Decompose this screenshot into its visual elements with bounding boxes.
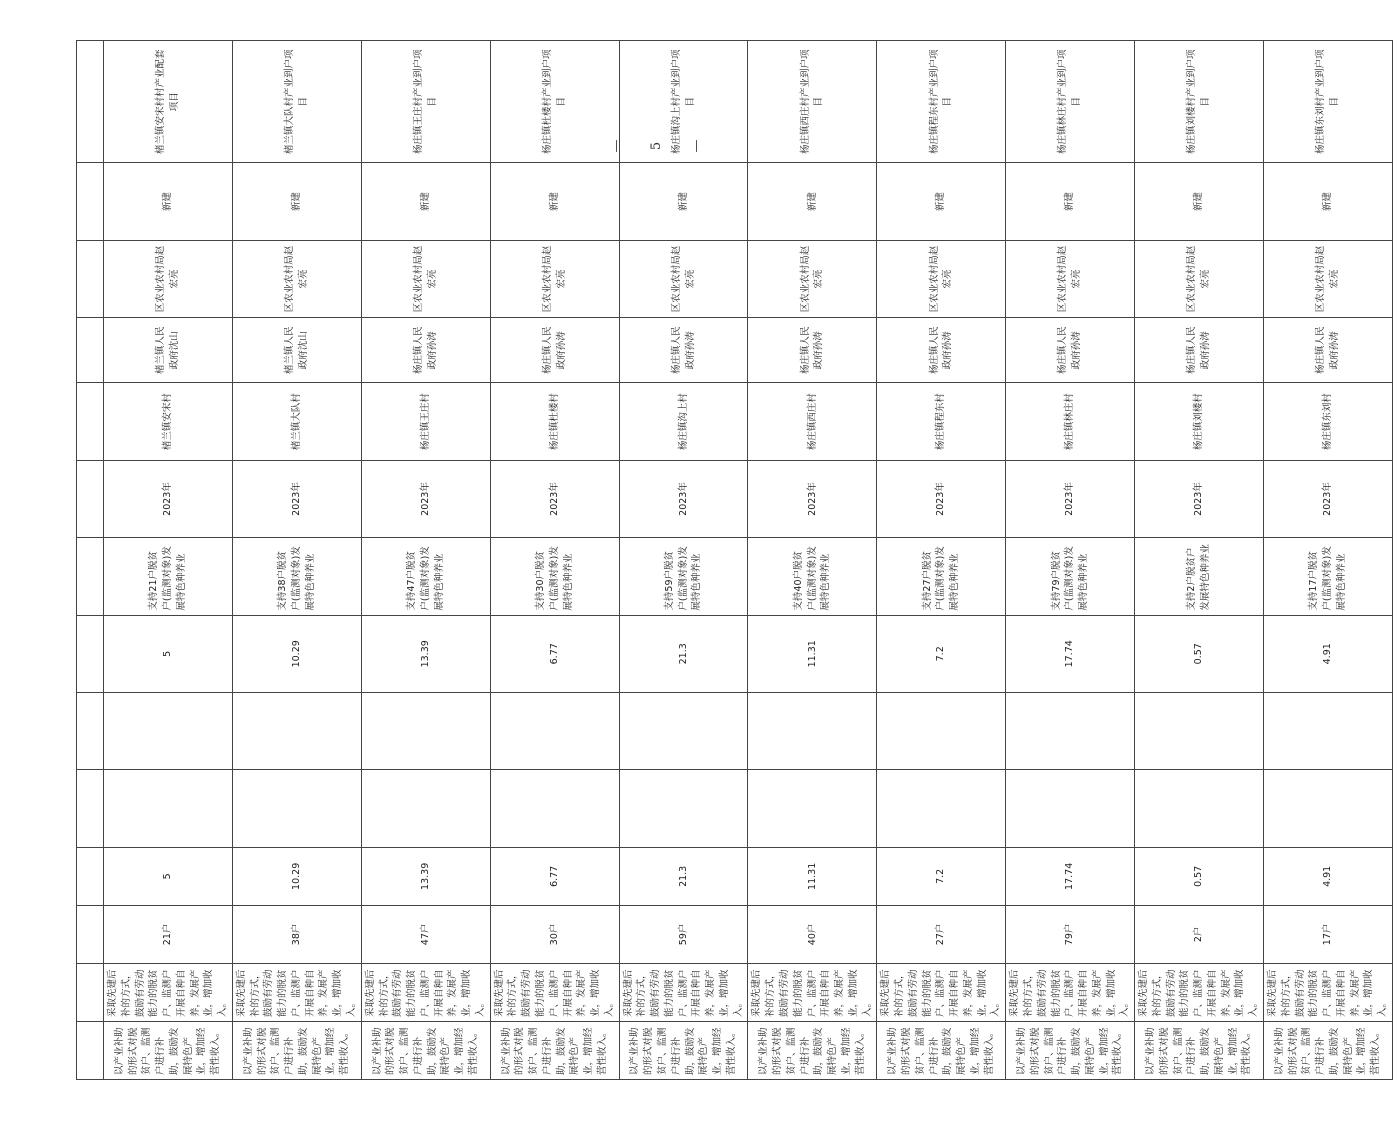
cell-total: 7.2 [877,615,1006,692]
cell-type: 新建 [748,163,877,240]
table-row [232,41,361,1080]
cell-goal: 以产业补助的形式对脱贫户、监测户进行补助，鼓励发展特色产业，增加经营性收入。 [1264,1021,1393,1079]
cell-name: 杨庄镇西庄村产业到户项目 [748,41,877,163]
cell-type: 新建 [104,163,233,240]
cell-mechanism: 采取先建后补的方式，鼓励有劳动能力的脱贫户、监测户开展自种自养，发展产业，增加收入。 [361,963,490,1021]
cell-type: 新建 [1006,163,1135,240]
cell-goal: 以产业补助的形式对脱贫户、监测户进行补助，鼓励发展特色产业，增加经营性收入。 [490,1021,619,1079]
table-row [1006,41,1135,1080]
cell-goal: 以产业补助的形式对脱贫户、监测户进行补助，鼓励发展特色产业，增加经营性收入。 [748,1021,877,1079]
table-cell-empty [619,770,748,847]
cell-year: 2023年 [1135,460,1264,537]
table-cell-empty [232,693,361,770]
cell-type: 新建 [361,163,490,240]
cell-content: 支持17户脱贫户(监测对象)发展特色种养业 [1264,538,1393,615]
cell-content: 支持2户脱贫户发展特色种养业 [1135,538,1264,615]
cell-name: 杨庄镇杜楼村产业到户项目 [490,41,619,163]
cell-goal: 以产业补助的形式对脱贫户、监测户进行补助，鼓励发展特色产业，增加经营性收入。 [361,1021,490,1079]
table-cell [77,41,104,163]
table-cell-empty [1135,693,1264,770]
cell-unit: 杨庄镇人民政府孙涛 [1135,318,1264,383]
cell-year: 2023年 [232,460,361,537]
cell-fund: 13.39 [361,847,490,905]
cell-unit: 杨庄镇人民政府孙涛 [619,318,748,383]
table-cell [77,905,104,963]
table-cell-empty [1264,770,1393,847]
cell-fund: 17.74 [1006,847,1135,905]
cell-mechanism: 采取先建后补的方式，鼓励有劳动能力的脱贫户、监测户开展自种自养，发展产业，增加收入。 [619,963,748,1021]
cell-mechanism: 采取先建后补的方式，鼓励有劳动能力的脱贫户、监测户开展自种自养，发展产业，增加收入。 [748,963,877,1021]
cell-dept: 区农业农村局赵宏亮 [1135,240,1264,317]
project-table [76,40,1393,1080]
cell-village: 楮兰镇安宋村 [104,383,233,460]
cell-benefit_count: 40户 [748,905,877,963]
cell-content: 支持38户脱贫户(监测对象)发展特色种养业 [232,538,361,615]
table-cell-empty [1135,770,1264,847]
table-cell-empty [361,770,490,847]
table-row [104,41,233,1080]
cell-total: 17.74 [1006,615,1135,692]
cell-fund: 11.31 [748,847,877,905]
table-cell-empty [748,770,877,847]
cell-goal: 以产业补助的形式对脱贫户、监测户进行补助，鼓励发展特色产业，增加经营性收入。 [619,1021,748,1079]
cell-benefit_count: 30户 [490,905,619,963]
cell-year: 2023年 [104,460,233,537]
cell-year: 2023年 [490,460,619,537]
cell-year: 2023年 [361,460,490,537]
cell-total: 21.3 [619,615,748,692]
table-cell-empty [490,770,619,847]
table-cell [77,963,104,1021]
cell-mechanism: 采取先建后补的方式，鼓励有劳动能力的脱贫户、监测户开展自种自养，发展产业，增加收入。 [104,963,233,1021]
table-cell-empty [877,693,1006,770]
cell-village: 杨庄镇王庄村 [361,383,490,460]
cell-type: 新建 [232,163,361,240]
cell-name: 楮兰镇安宋村村产业配套项目 [104,41,233,163]
cell-mechanism: 采取先建后补的方式，鼓励有劳动能力的脱贫户、监测户开展自种自养，发展产业，增加收入。 [1264,963,1393,1021]
cell-village: 杨庄镇林庄村 [1006,383,1135,460]
cell-content: 支持47户脱贫户(监测对象)发展特色种养业 [361,538,490,615]
cell-goal: 以产业补助的形式对脱贫户、监测户进行补助，鼓励发展特色产业，增加经营性收入。 [232,1021,361,1079]
cell-dept: 区农业农村局赵宏亮 [877,240,1006,317]
table-cell [77,240,104,317]
table-row [361,41,490,1080]
cell-fund: 6.77 [490,847,619,905]
cell-total: 4.91 [1264,615,1393,692]
cell-content: 支持21户脱贫户(监测对象)发展特色种养业 [104,538,233,615]
cell-unit: 楮兰镇人民政府沈山 [104,318,233,383]
cell-village: 杨庄镇杜楼村 [490,383,619,460]
table-cell-empty [104,693,233,770]
cell-benefit_count: 59户 [619,905,748,963]
cell-mechanism: 采取先建后补的方式，鼓励有劳动能力的脱贫户、监测户开展自种自养，发展产业，增加收入。 [1135,963,1264,1021]
table-cell [77,163,104,240]
table-cell [77,1021,104,1079]
cell-name: 杨庄镇沟上村产业到户项目 [619,41,748,163]
cell-goal: 以产业补助的形式对脱贫户、监测户进行补助，鼓励发展特色产业，增加经营性收入。 [877,1021,1006,1079]
cell-unit: 杨庄镇人民政府孙涛 [1264,318,1393,383]
table-cell [77,383,104,460]
table-cell-empty [104,770,233,847]
cell-fund: 0.57 [1135,847,1264,905]
cell-name: 楮兰镇大队村产业到户项目 [232,41,361,163]
cell-name: 杨庄镇刘楼村产业到户项目 [1135,41,1264,163]
table-cell [77,538,104,615]
cell-benefit_count: 27户 [877,905,1006,963]
cell-benefit_count: 79户 [1006,905,1135,963]
cell-unit: 杨庄镇人民政府孙涛 [748,318,877,383]
cell-type: 新建 [490,163,619,240]
cell-year: 2023年 [619,460,748,537]
cell-goal: 以产业补助的形式对脱贫户、监测户进行补助，鼓励发展特色产业，增加经营性收入。 [104,1021,233,1079]
cell-year: 2023年 [1264,460,1393,537]
table-row [748,41,877,1080]
cell-mechanism: 采取先建后补的方式，鼓励有劳动能力的脱贫户、监测户开展自种自养，发展产业，增加收入。 [877,963,1006,1021]
cell-unit: 楮兰镇人民政府沈山 [232,318,361,383]
table-cell-empty [877,770,1006,847]
cell-total: 10.29 [232,615,361,692]
cell-unit: 杨庄镇人民政府孙涛 [490,318,619,383]
cell-name: 杨庄镇程东村产业到户项目 [877,41,1006,163]
cell-dept: 区农业农村局赵宏亮 [361,240,490,317]
cell-benefit_count: 47户 [361,905,490,963]
table-row [77,41,104,1080]
cell-goal: 以产业补助的形式对脱贫户、监测户进行补助，鼓励发展特色产业，增加经营性收入。 [1135,1021,1264,1079]
page-number: — 5 — [609,139,704,153]
table-cell-empty [1264,693,1393,770]
cell-name: 杨庄镇林庄村产业到户项目 [1006,41,1135,163]
cell-benefit_count: 38户 [232,905,361,963]
table-cell-empty [232,770,361,847]
cell-village: 杨庄镇程东村 [877,383,1006,460]
cell-total: 5 [104,615,233,692]
cell-name: 杨庄镇王庄村产业到户项目 [361,41,490,163]
cell-fund: 10.29 [232,847,361,905]
table-row [490,41,619,1080]
cell-mechanism: 采取先建后补的方式，鼓励有劳动能力的脱贫户、监测户开展自种自养，发展产业，增加收入。 [1006,963,1135,1021]
cell-fund: 5 [104,847,233,905]
table-cell-empty [361,693,490,770]
cell-fund: 4.91 [1264,847,1393,905]
cell-village: 杨庄镇东刘村 [1264,383,1393,460]
table-cell-empty [490,693,619,770]
table-row [1264,41,1393,1080]
table-cell [77,460,104,537]
cell-type: 新建 [877,163,1006,240]
cell-village: 楮兰镇大队村 [232,383,361,460]
table-cell [77,693,104,770]
cell-goal: 以产业补助的形式对脱贫户、监测户进行补助，鼓励发展特色产业，增加经营性收入。 [1006,1021,1135,1079]
cell-benefit_count: 17户 [1264,905,1393,963]
cell-benefit_count: 21户 [104,905,233,963]
cell-content: 支持40户脱贫户(监测对象)发展特色种养业 [748,538,877,615]
table-cell-empty [619,693,748,770]
cell-content: 支持59户脱贫户(监测对象)发展特色种养业 [619,538,748,615]
cell-dept: 区农业农村局赵宏亮 [1264,240,1393,317]
cell-benefit_count: 2户 [1135,905,1264,963]
cell-type: 新建 [1135,163,1264,240]
cell-total: 6.77 [490,615,619,692]
table-cell [77,615,104,692]
cell-total: 13.39 [361,615,490,692]
cell-year: 2023年 [877,460,1006,537]
cell-unit: 杨庄镇人民政府孙涛 [361,318,490,383]
table-row [877,41,1006,1080]
cell-dept: 区农业农村局赵宏亮 [1006,240,1135,317]
table-cell [77,318,104,383]
cell-dept: 区农业农村局赵宏亮 [490,240,619,317]
table-cell-empty [1006,770,1135,847]
cell-unit: 杨庄镇人民政府孙涛 [877,318,1006,383]
cell-dept: 区农业农村局赵宏亮 [104,240,233,317]
cell-mechanism: 采取先建后补的方式，鼓励有劳动能力的脱贫户、监测户开展自种自养，发展产业，增加收入。 [232,963,361,1021]
cell-dept: 区农业农村局赵宏亮 [748,240,877,317]
cell-year: 2023年 [748,460,877,537]
cell-village: 杨庄镇西庄村 [748,383,877,460]
rotated-table-container [76,40,1389,1080]
cell-unit: 杨庄镇人民政府孙涛 [1006,318,1135,383]
cell-content: 支持79户脱贫户(监测对象)发展特色种养业 [1006,538,1135,615]
cell-fund: 7.2 [877,847,1006,905]
cell-total: 11.31 [748,615,877,692]
cell-mechanism: 采取先建后补的方式，鼓励有劳动能力的脱贫户、监测户开展自种自养，发展产业，增加收入。 [490,963,619,1021]
cell-village: 杨庄镇刘楼村 [1135,383,1264,460]
table-cell [77,847,104,905]
cell-fund: 21.3 [619,847,748,905]
cell-dept: 区农业农村局赵宏亮 [619,240,748,317]
cell-dept: 区农业农村局赵宏亮 [232,240,361,317]
cell-village: 杨庄镇沟上村 [619,383,748,460]
table-cell-empty [748,693,877,770]
cell-content: 支持27户脱贫户(监测对象)发展特色种养业 [877,538,1006,615]
cell-type: 新建 [619,163,748,240]
cell-name: 杨庄镇东刘村产业到户项目 [1264,41,1393,163]
cell-type: 新建 [1264,163,1393,240]
cell-content: 支持30户脱贫户(监测对象)发展特色种养业 [490,538,619,615]
table-cell [77,770,104,847]
table-row [619,41,748,1080]
table-row [1135,41,1264,1080]
cell-total: 0.57 [1135,615,1264,692]
cell-year: 2023年 [1006,460,1135,537]
table-cell-empty [1006,693,1135,770]
